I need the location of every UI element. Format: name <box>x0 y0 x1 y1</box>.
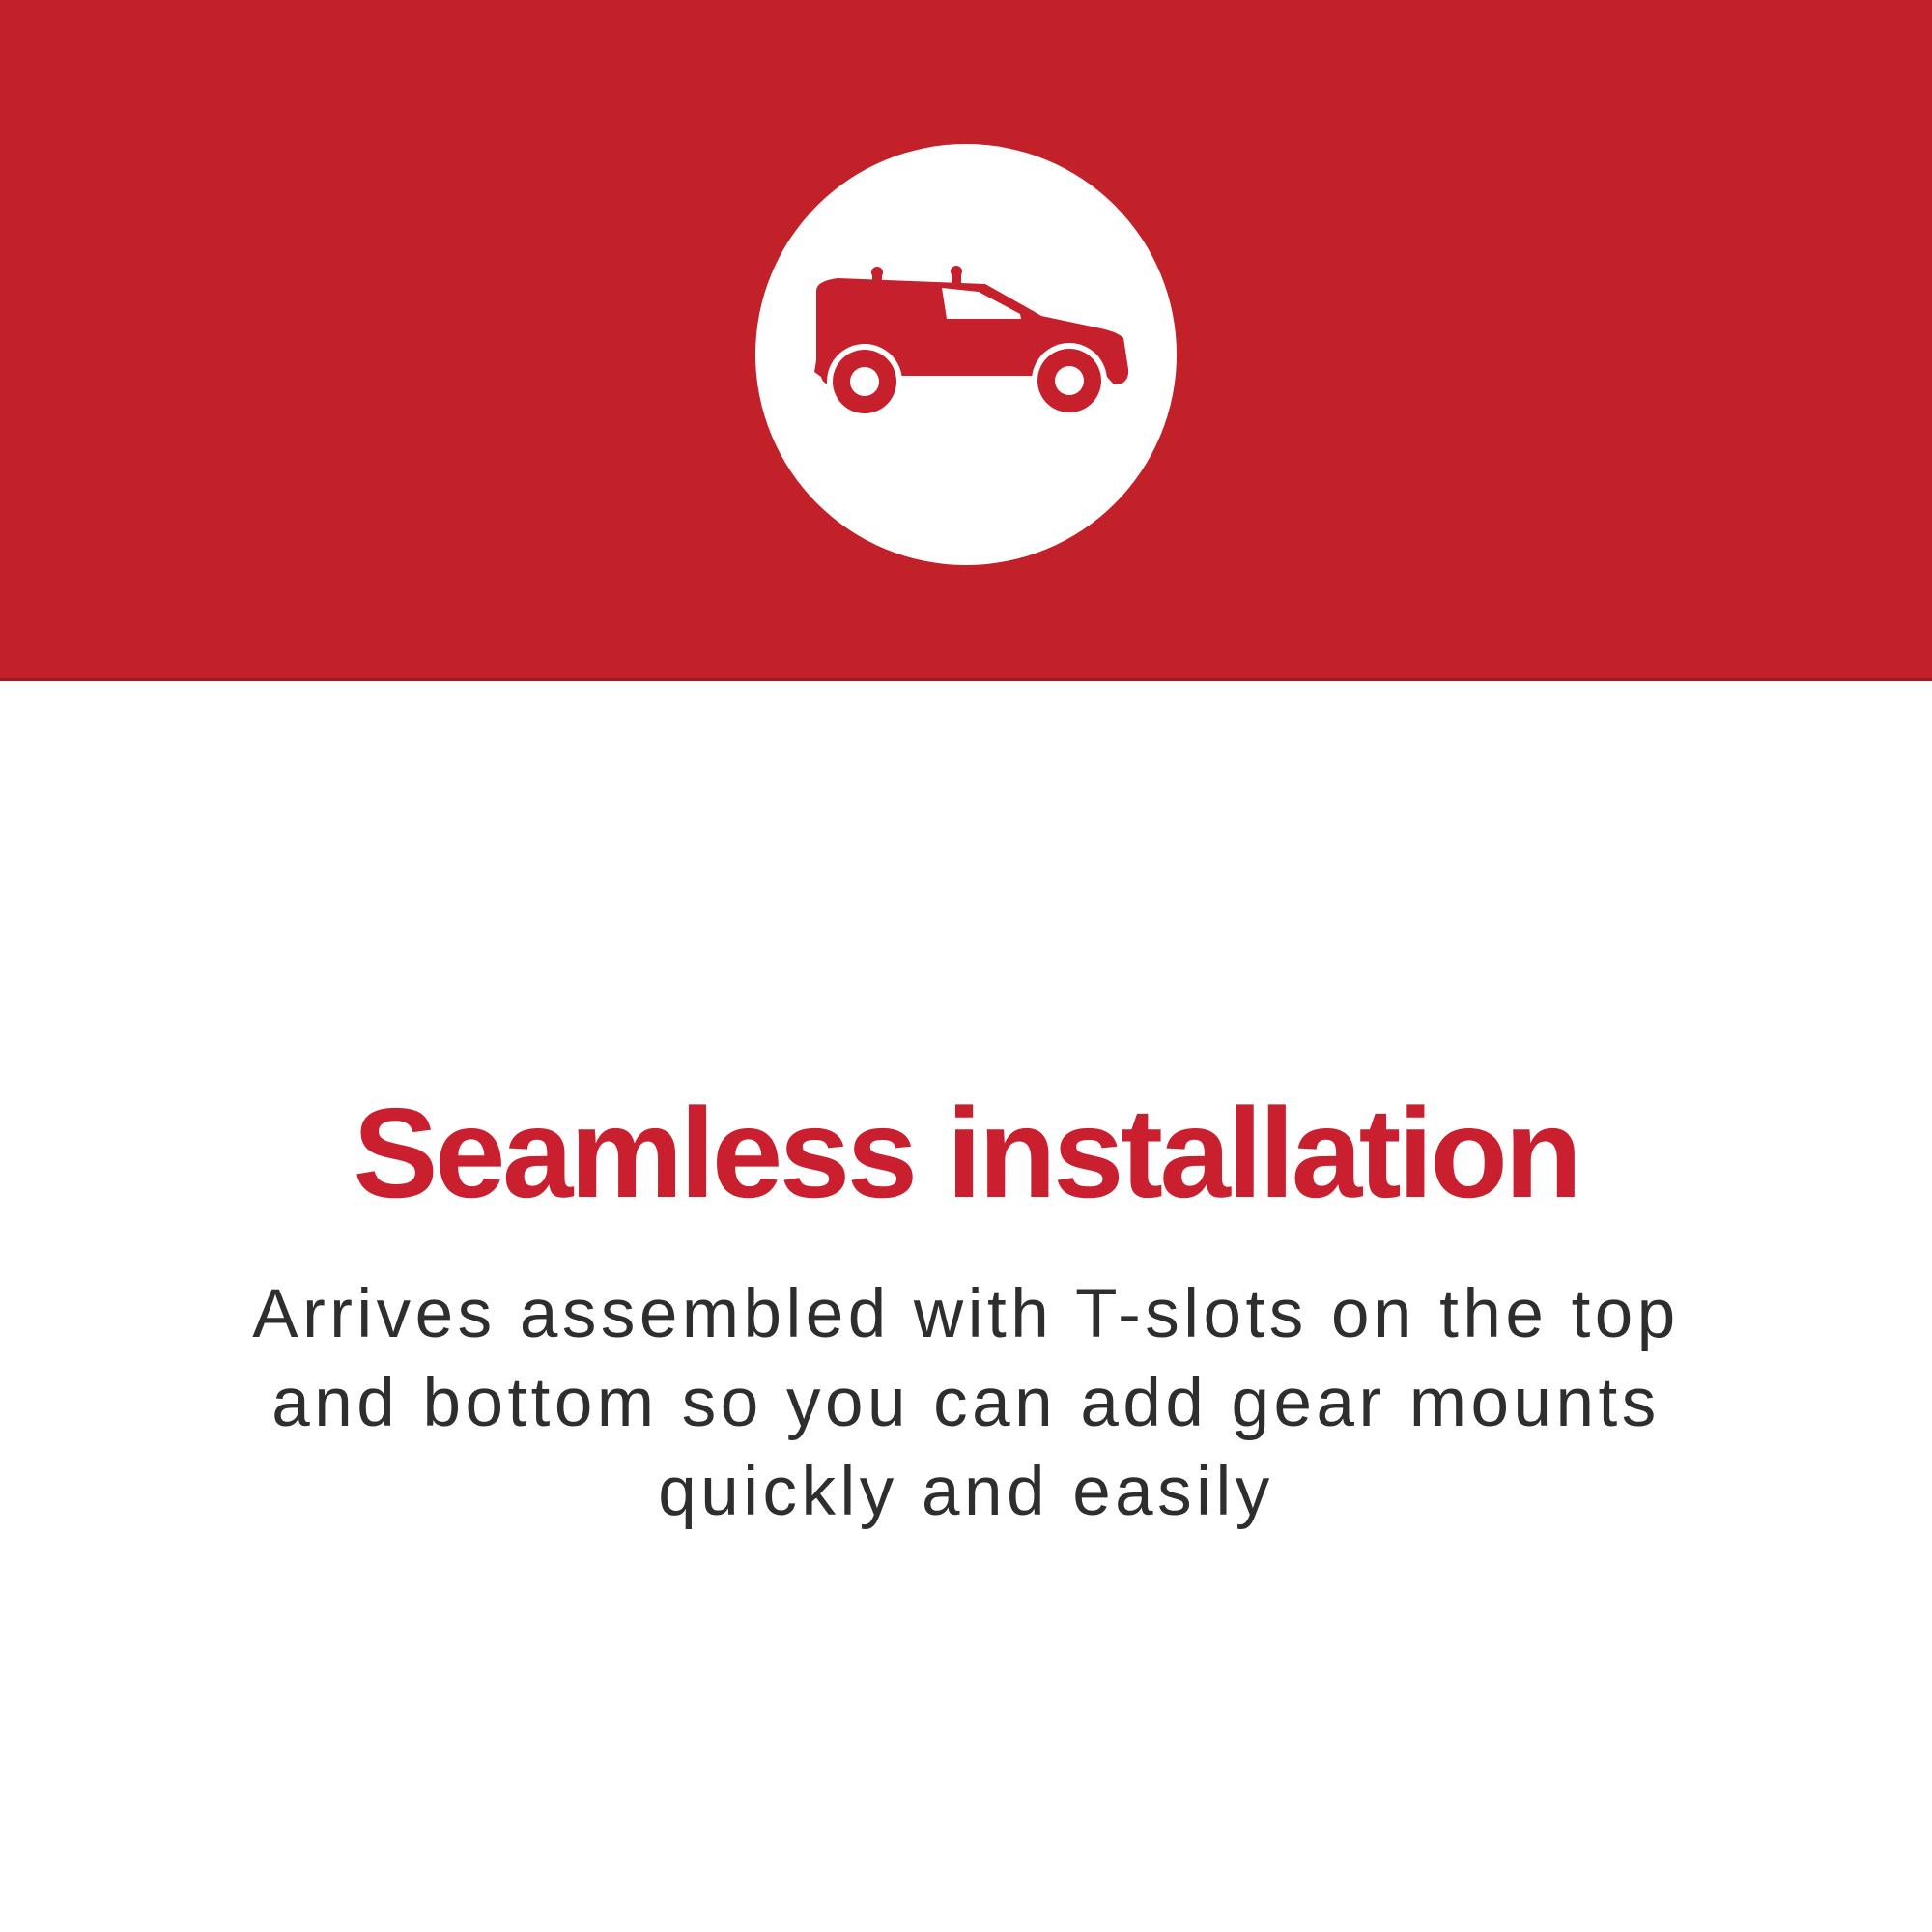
body-text <box>0 1270 1932 1537</box>
page-title: Seamless installation <box>353 1082 1579 1224</box>
body-line-3: quickly and easily <box>658 1454 1274 1530</box>
red-banner <box>0 0 1932 681</box>
icon-circle <box>755 144 1177 565</box>
body-line-2: and bottom so you can add gear mounts <box>271 1365 1661 1441</box>
suv-car-icon <box>755 144 1177 565</box>
body-line-1: Arrives assembled with T-slots on the top <box>252 1276 1680 1352</box>
